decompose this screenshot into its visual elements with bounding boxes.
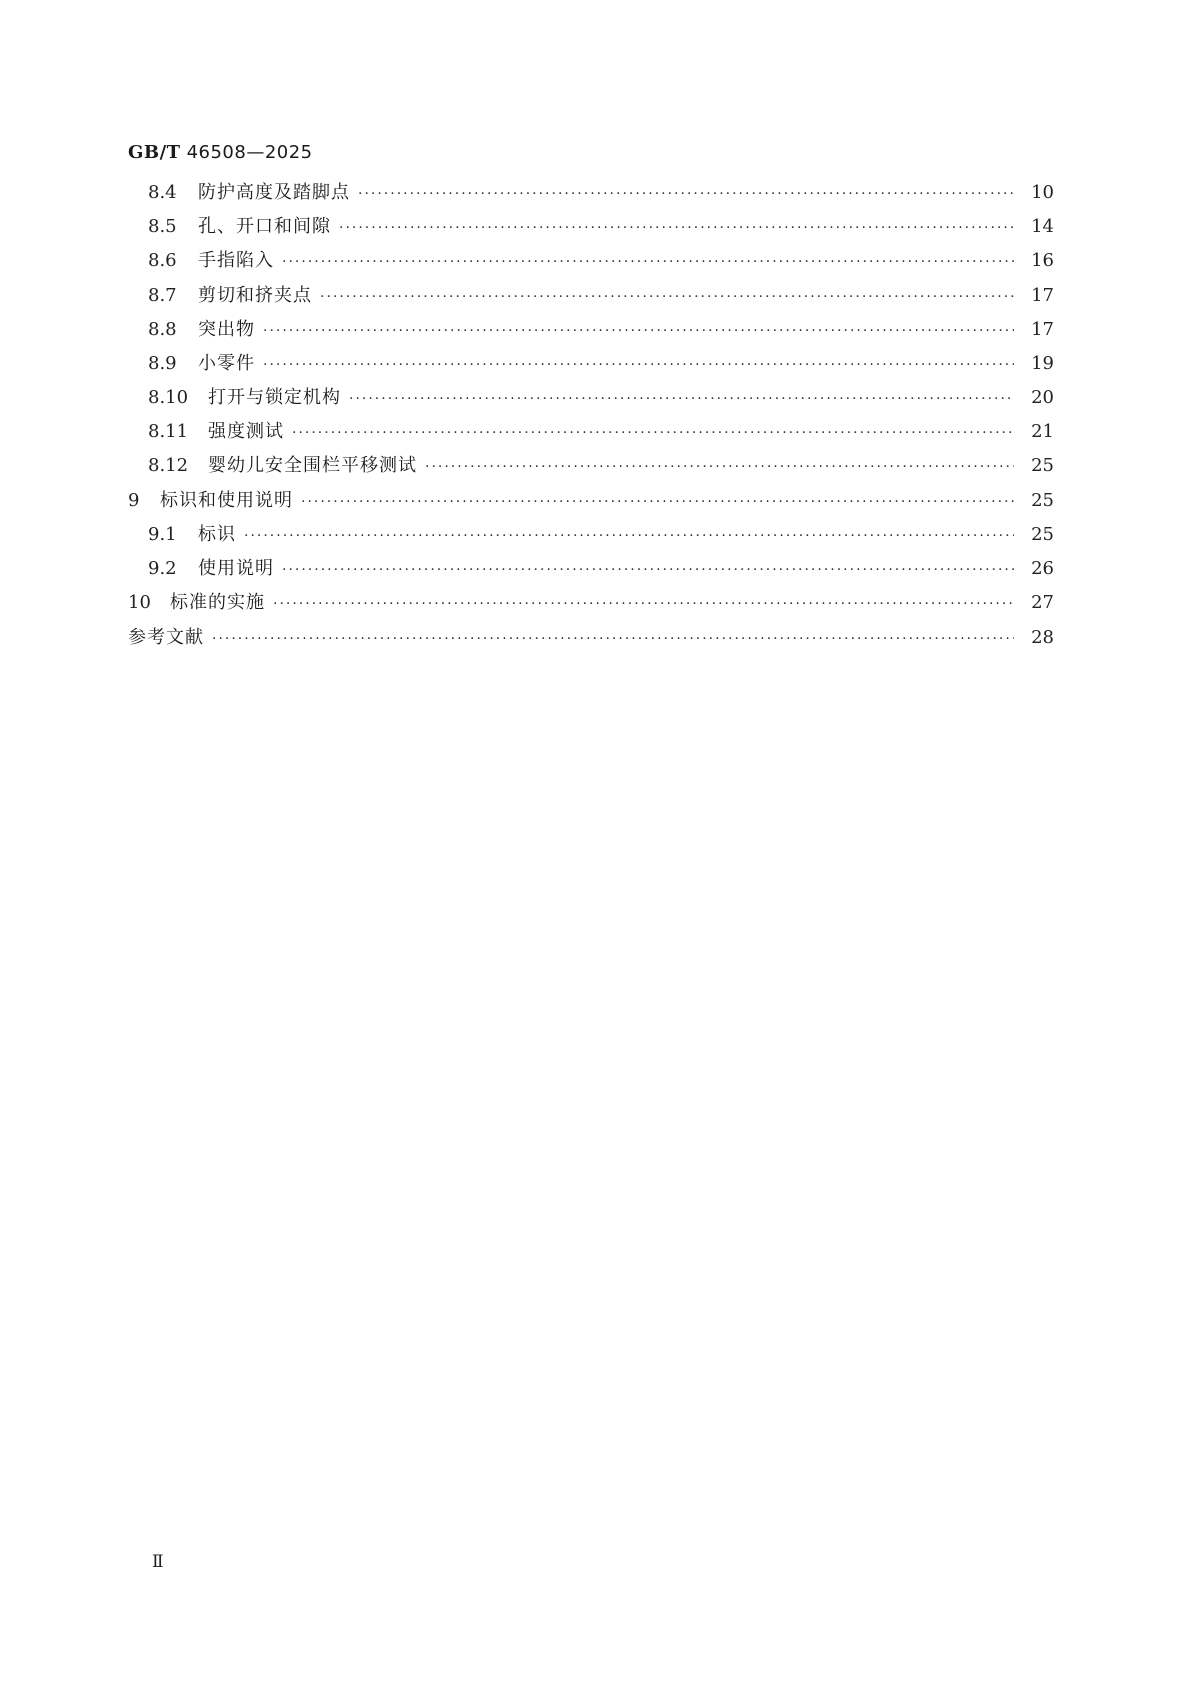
toc-number: 8.8 bbox=[148, 319, 177, 340]
toc-page-number: 26 bbox=[1031, 558, 1054, 579]
toc-entry-8-9[interactable] bbox=[148, 350, 1054, 378]
toc-title: 使用说明 bbox=[198, 558, 274, 579]
toc-number: 9.1 bbox=[148, 524, 177, 545]
toc-title: 参考文献 bbox=[128, 627, 204, 648]
toc-entry-8-10[interactable] bbox=[148, 384, 1054, 412]
toc-title: 标识和使用说明 bbox=[160, 490, 293, 511]
dot-leader bbox=[244, 522, 1014, 550]
toc-page-number: 25 bbox=[1031, 490, 1054, 511]
toc-page-number: 17 bbox=[1031, 285, 1054, 306]
toc-title: 防护高度及踏脚点 bbox=[198, 182, 350, 203]
dot-leader bbox=[292, 419, 1014, 447]
dot-leader bbox=[320, 283, 1014, 311]
toc-page-number: 28 bbox=[1031, 627, 1054, 648]
toc-entry-9-1[interactable] bbox=[148, 521, 1054, 549]
page-number-footer: Ⅱ bbox=[152, 1552, 164, 1572]
toc-entry-9-2[interactable] bbox=[148, 555, 1054, 583]
toc-page-number: 14 bbox=[1031, 216, 1054, 237]
toc-title: 剪切和挤夹点 bbox=[198, 285, 312, 306]
toc-number: 8.7 bbox=[148, 285, 177, 306]
dot-leader bbox=[425, 453, 1014, 481]
toc-entry-references[interactable] bbox=[128, 624, 1054, 652]
toc-entry-8-7[interactable] bbox=[148, 282, 1054, 310]
toc-number: 8.12 bbox=[148, 455, 189, 476]
toc-entry-8-11[interactable] bbox=[148, 418, 1054, 446]
toc-number: 8.5 bbox=[148, 216, 177, 237]
dot-leader bbox=[358, 180, 1014, 208]
toc-title: 强度测试 bbox=[208, 421, 284, 442]
toc-number: 8.6 bbox=[148, 250, 177, 271]
standard-header bbox=[128, 142, 313, 163]
toc-entry-8-6[interactable] bbox=[148, 247, 1054, 275]
toc-number: 8.9 bbox=[148, 353, 177, 374]
toc-number: 10 bbox=[128, 592, 151, 613]
toc-title: 小零件 bbox=[198, 353, 255, 374]
toc-title: 手指陷入 bbox=[198, 250, 274, 271]
toc-page-number: 10 bbox=[1031, 182, 1054, 203]
toc-page-number: 25 bbox=[1031, 455, 1054, 476]
toc-page-number: 21 bbox=[1031, 421, 1054, 442]
toc-number: 8.11 bbox=[148, 421, 189, 442]
toc-page-number: 20 bbox=[1031, 387, 1054, 408]
toc-title: 婴幼儿安全围栏平移测试 bbox=[208, 455, 417, 476]
toc-title: 标准的实施 bbox=[170, 592, 265, 613]
toc-page-number: 16 bbox=[1031, 250, 1054, 271]
toc-entry-8-8[interactable] bbox=[148, 316, 1054, 344]
dot-leader bbox=[349, 385, 1014, 413]
toc-number: 8.4 bbox=[148, 182, 177, 203]
toc-entry-8-5[interactable] bbox=[148, 213, 1054, 241]
toc-entry-10[interactable] bbox=[128, 589, 1054, 617]
toc-title: 孔、开口和间隙 bbox=[198, 216, 331, 237]
toc-page-number: 25 bbox=[1031, 524, 1054, 545]
dot-leader bbox=[263, 317, 1014, 345]
toc-entry-9[interactable] bbox=[128, 487, 1054, 515]
toc-page-number: 19 bbox=[1031, 353, 1054, 374]
dot-leader bbox=[212, 625, 1014, 653]
toc-number: 9.2 bbox=[148, 558, 177, 579]
toc-page-number: 17 bbox=[1031, 319, 1054, 340]
toc-number: 8.10 bbox=[148, 387, 189, 408]
toc-number: 9 bbox=[128, 490, 140, 511]
dot-leader bbox=[273, 590, 1014, 618]
toc-entry-8-12[interactable] bbox=[148, 452, 1054, 480]
standard-number: 46508—2025 bbox=[186, 142, 313, 163]
dot-leader bbox=[301, 488, 1014, 516]
dot-leader bbox=[282, 556, 1014, 584]
toc-title: 突出物 bbox=[198, 319, 255, 340]
toc-entry-8-4[interactable] bbox=[148, 179, 1054, 207]
dot-leader bbox=[339, 214, 1014, 242]
standard-prefix: GB/T bbox=[128, 142, 181, 163]
dot-leader bbox=[282, 248, 1014, 276]
toc-page-number: 27 bbox=[1031, 592, 1054, 613]
toc-title: 打开与锁定机构 bbox=[208, 387, 341, 408]
dot-leader bbox=[263, 351, 1014, 379]
toc-title: 标识 bbox=[198, 524, 236, 545]
